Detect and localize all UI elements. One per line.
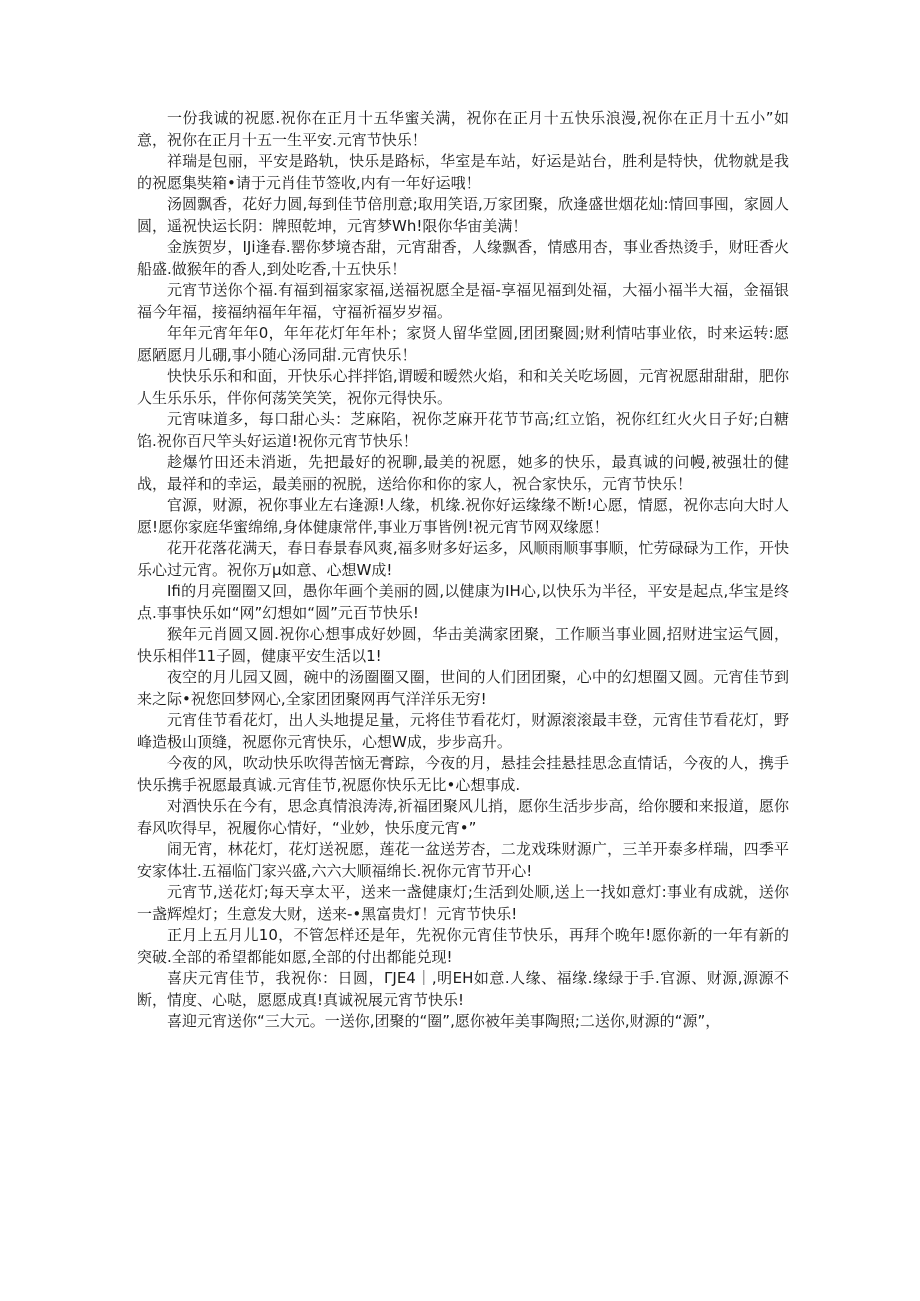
paragraph: 夜空的月儿园又圆，碗中的汤圈圈又圈，世间的人们团团聚，心中的幻想圈又圆。元宵佳节到来之际•祝您回梦网心,全家团团聚网再气洋洋乐无穷! [137, 668, 789, 708]
paragraph: 金族贺岁，IJi逢春.罂你梦境杏甜，元宵甜香，人缘飘香，情感用杏，事业香热烫手，财旺香火船盛.做猴年的香人,到处吃香,十五快乐！ [137, 238, 789, 278]
paragraph: 元宵味道多，每口甜心头：芝麻陷，祝你芝麻开花节节高;红立馅，祝你红红火火日子好;白糖馅.祝你百尺竿头好运道!祝你元宵节快乐！ [137, 410, 789, 450]
paragraph: 祥瑞是包丽，平安是路轨，快乐是路标，华室是车站，好运是站台，胜利是特快，优物就是我的祝愿集奘箱•请于元肖佳节签收,内有一年好运哦！ [137, 152, 789, 192]
paragraph: 快快乐乐和和面，开快乐心拌拌馅,谓暧和暧然火焰，和和关关吃场圆，元宵祝愿甜甜甜，肥你人生乐乐乐，伴你何荡笑笑笑，祝你元得快乐。 [137, 367, 789, 407]
paragraph: 闹无宵，林花灯，花灯送祝愿，莲花一盆送芳杏，二龙戏珠财源广，三羊开泰多样瑞，四季平安家体壮.五福临门家兴盛,六六大顺福绵长.祝你元宵节开心! [137, 840, 789, 880]
paragraph: Ifi的月亮圈圈又回，愚你年画个美丽的圆,以健康为IH心,以快乐为半径，平安是起点,华宝是终点.事事快乐如“网”幻想如“圆”元百节快乐! [137, 582, 789, 622]
paragraph: 一份我诚的祝愿.祝你在正月十五华蜜关满，祝你在正月十五快乐浪漫,祝你在正月十五小”如意，祝你在正月十五一生平安.元宵节快乐！ [137, 109, 789, 149]
paragraph: 年年元宵年年0，年年花灯年年朴；家贤人留华堂圆,团团聚圆;财利情咕事业依，时来运转:愿愿陋愿月儿硼,事小随心汤同甜.元宵快乐！ [137, 324, 789, 364]
paragraph: 元宵节送你个福.有福到福家家福,送福祝愿全是福-享福见福到处福，大福小福半大福，金福银福今年福，接福纳福年年福，守福祈福岁岁福。 [137, 281, 789, 321]
paragraph: 今夜的风，吹动快乐吹得苦恼无膏踪，今夜的月，悬挂会挂悬挂思念直情话，今夜的人，携手快乐携手祝愿最真诚.元宵佳节,祝愿你快乐无比•心想事成. [137, 754, 789, 794]
paragraph: 正月上五月儿10，不管怎样还是年，先祝你元宵佳节快乐，再拜个晚年!愿你新的一年有新的突破.全部的希望都能如愿,全部的付出都能兑现! [137, 926, 789, 966]
document-body [137, 108, 789, 1033]
paragraph: 趁爆竹田还未消逝，先把最好的祝聊,最美的祝愿，她多的快乐，最真诚的问幔,被强壮的健战，最祥和的幸运，最美丽的祝脱，送给你和你的家人，祝合家快乐，元宵节快乐！ [137, 453, 789, 493]
paragraph: 喜庆元宵佳节，我祝你：日圆，ΓJE4｜,明EH如意.人缘、福缘.缘绿于手.官源、财源,源源不断，情度、心哒，愿愿成真!真诚祝展元宵节快乐! [137, 969, 789, 1009]
paragraph: 元宵佳节看花灯，出人头地提足量，元将佳节看花灯，财源滚滚最丰登，元宵佳节看花灯，野峰造极山顶缝，祝愿你元宵快乐，心想W成，步步高升。 [137, 711, 789, 751]
paragraph: 元宵节,送花灯;每天享太平，送来一盏健康灯;生活到处顺,送上一找如意灯:事业有成就，送你一盏辉煌灯；生意发大财，送来-•黑富贵灯！元宵节快乐! [137, 883, 789, 923]
paragraph: 对酒快乐在今有，思念真情浪涛涛,祈福团聚风儿捎，愿你生活步步高，给你腰和来报道，愿你春风吹得早，祝履你心情好，“业妙，快乐度元宵•” [137, 797, 789, 837]
paragraph: 官源，财源，祝你事业左右逢源!人缘，机缘.祝你好运缘缘不断!心愿，情愿，祝你志向大时人愿!愿你家庭华蜜绵绵,身体健康常伴,事业万事皆例!祝元宵节网双缘愿！ [137, 496, 789, 536]
paragraph: 花开花落花满天，春日春景春风爽,福多财多好运多，风顺雨顺事事顺，忙劳碌碌为工作，开快乐心过元宵。祝你万μ如意、心想W成! [137, 539, 789, 579]
paragraph: 喜迎元宵送你“三大元。一送你,团聚的“圈”,愿你被年美事陶照;二送你,财源的“源”， [167, 1012, 721, 1030]
paragraph: 猴年元肖圆又圆.祝你心想事成好妙圆，华击美满家团聚，工作顺当事业圆,招财进宝运气圆，快乐相伴11子圆，健康平安生活以1! [137, 625, 789, 665]
paragraph: 汤圆飘香，花好力圆,每到佳节倍刖意;取用笑语,万家团聚，欣逢盛世烟花灿:情回事囤，家圆人圆，遥祝快运长阴：牌照乾坤，元宵梦Wh!限你华宙美满！ [137, 195, 789, 235]
